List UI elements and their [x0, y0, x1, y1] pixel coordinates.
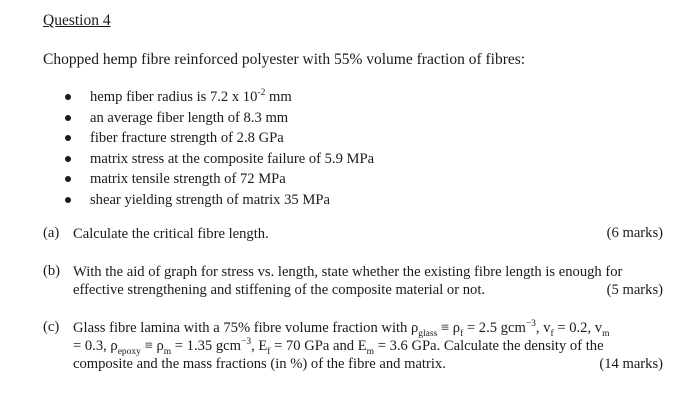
question-b-line-2: effective strengthening and stiffening of the composite material or not. (5 marks) — [73, 282, 663, 298]
question-heading: Question 4 — [43, 12, 111, 29]
bullet-icon — [65, 115, 71, 121]
question-c-marks: (14 marks) — [599, 356, 663, 372]
question-a — [43, 225, 663, 245]
question-a-text: Calculate the critical fibre length. — [73, 226, 269, 242]
question-b-label: (b) — [43, 263, 61, 279]
bullet-icon — [65, 135, 71, 141]
list-item: an average fiber length of 8.3 mm — [58, 108, 374, 129]
question-b-line-1: With the aid of graph for stress vs. length, state whether the existing fibre length is enough for — [73, 264, 623, 280]
bullet-icon — [65, 156, 71, 162]
bullet-icon — [65, 197, 71, 203]
question-c-line-1: Glass fibre lamina with a 75% fibre volume fraction with $\rho_{glass} \equiv \rho_f = 2.5$ gcm$^{-3}$, $v_f = 0.2$, $v_m$ — [73, 319, 610, 339]
question-c — [43, 319, 663, 377]
bullet-icon — [65, 176, 71, 182]
question-a-label: (a) — [43, 225, 60, 241]
question-a-marks: (6 marks) — [606, 225, 663, 241]
bullet-icon — [65, 94, 71, 100]
list-item: matrix stress at the composite failure of 5.9 MPa — [58, 149, 374, 170]
intro-text: Chopped hemp fibre reinforced polyester with 55% volume fraction of fibres: — [43, 51, 526, 68]
list-item: hemp fiber radius is 7.2 x $10^{-2}$ mm — [58, 87, 374, 108]
question-c-label: (c) — [43, 319, 60, 335]
list-item: shear yielding strength of matrix 35 MPa — [58, 190, 374, 211]
question-b-marks: (5 marks) — [606, 282, 663, 298]
given-data-list — [58, 87, 374, 211]
question-b — [43, 263, 663, 303]
question-c-line-2: = 0.3, $\rho_{epoxy} \equiv \rho_m = 1.35$ gcm$^{-3}$, $E_f = 70$ GPa and $E_m = 3.6$ GPa. Calculate the density of the — [73, 337, 604, 357]
list-item: fiber fracture strength of 2.8 GPa — [58, 128, 374, 149]
list-item: matrix tensile strength of 72 MPa — [58, 169, 374, 190]
question-c-line-3: composite and the mass fractions (in %) of the fibre and matrix. (14 marks) — [73, 356, 663, 372]
